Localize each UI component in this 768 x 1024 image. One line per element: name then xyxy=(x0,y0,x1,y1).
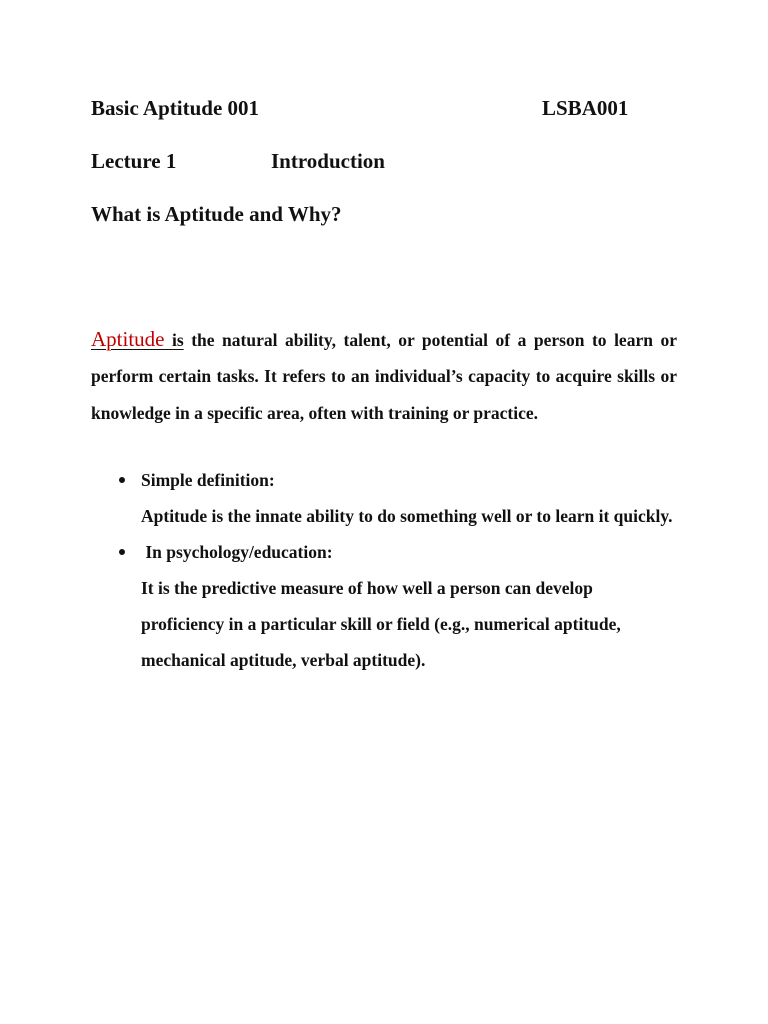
defined-term-verb: is xyxy=(164,329,184,350)
course-title: Basic Aptitude 001 xyxy=(91,96,260,120)
list-item-heading: Simple definition: xyxy=(141,470,275,490)
bullet-icon xyxy=(119,477,125,483)
list-item xyxy=(91,534,677,678)
intro-paragraph xyxy=(91,321,677,432)
intro-body: the natural ability, talent, or potential of a person to learn or perform certain tasks. It refers to an individual’s capacity to acquire skills or knowledge in a specific area, often with training or practice. xyxy=(91,329,677,423)
bullet-icon xyxy=(119,549,125,555)
lecture-number: Lecture 1 xyxy=(91,149,177,173)
list-item-text: Aptitude is the innate ability to do something well or to learn it quickly. xyxy=(141,506,673,526)
list-item xyxy=(91,462,677,534)
list-item-text: It is the predictive measure of how well a person can develop proficiency in a particular skill or field (e.g., numerical aptitude, mechanical aptitude, verbal aptitude). xyxy=(141,578,621,670)
list-item-heading: In psychology/education: xyxy=(141,542,333,562)
defined-term-underline xyxy=(91,326,184,351)
section-heading: What is Aptitude and Why? xyxy=(91,202,342,226)
definition-list xyxy=(91,462,677,678)
lecture-topic: Introduction xyxy=(271,149,385,173)
course-code: LSBA001 xyxy=(542,96,629,120)
defined-term: Aptitude xyxy=(91,326,165,351)
